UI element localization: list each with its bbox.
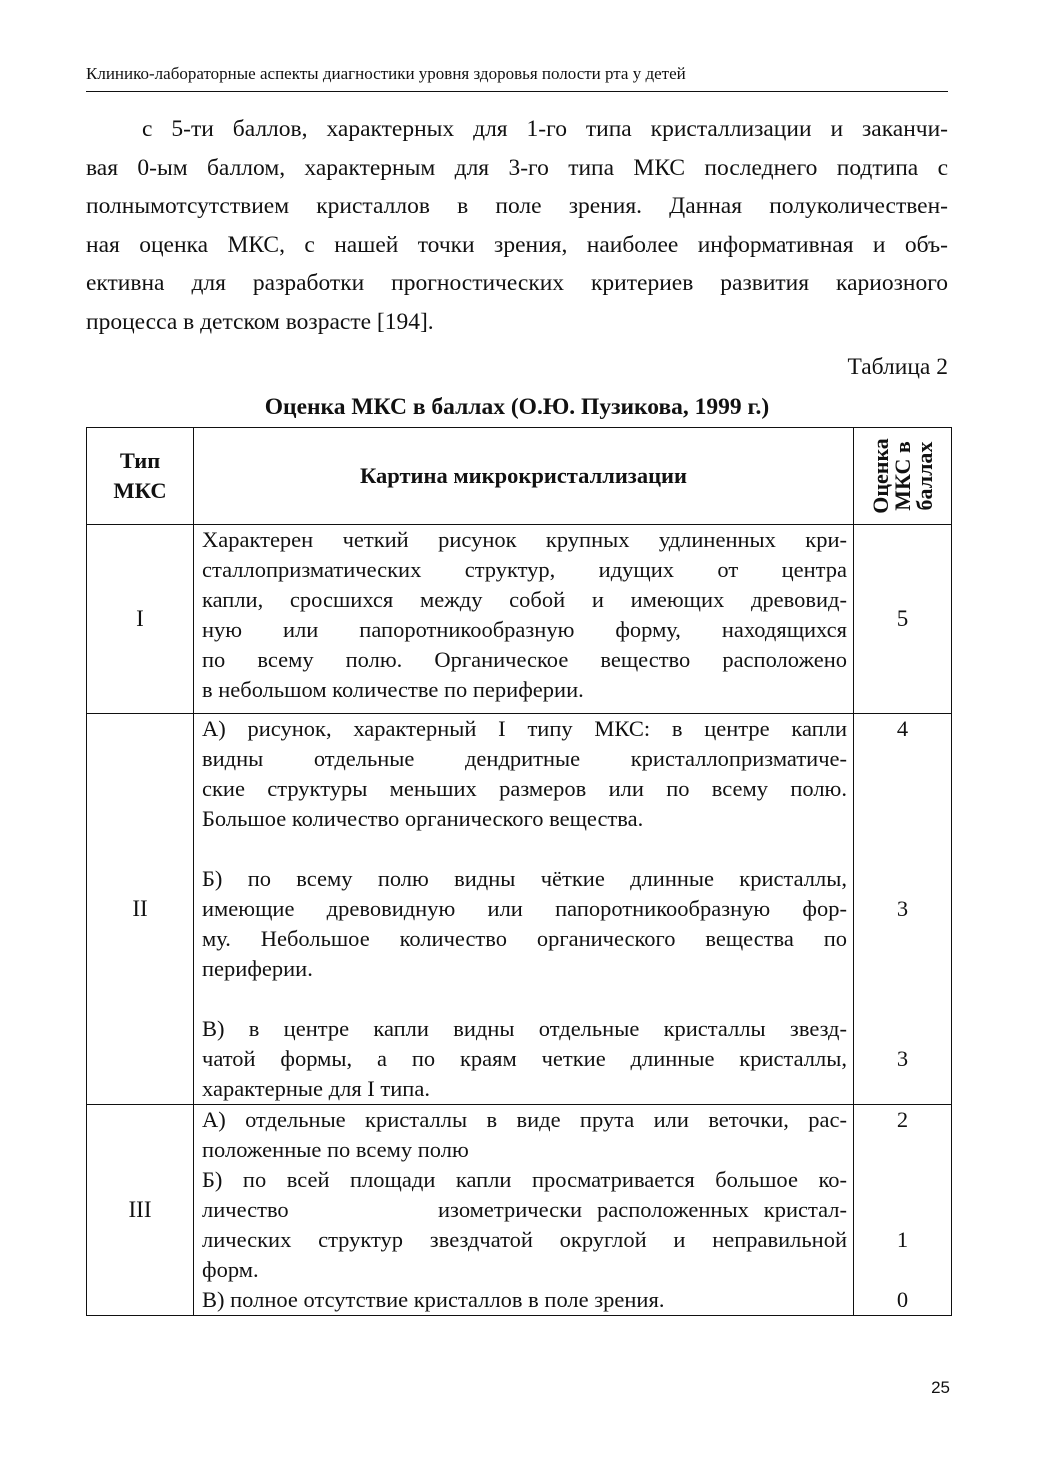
score-cell: 5: [854, 525, 952, 714]
table-row-type-1: [87, 525, 952, 714]
paragraph-line: ная оценка МКС, с нашей точки зрения, наиболее информативная и объ-: [86, 231, 948, 258]
paragraph-line: вая 0-ым баллом, характерным для 3-го типа МКС последнего подтипа с: [86, 154, 948, 181]
score-cell: [854, 1105, 952, 1316]
description-line: имеющие древовидную или папоротникообразную фор-: [202, 896, 847, 921]
score-value: 3: [896, 1046, 909, 1071]
paragraph-line: ективна для разработки прогностических критериев развития кариозного: [86, 270, 948, 296]
header-score: [854, 428, 952, 525]
description-line: форм.: [202, 1257, 259, 1282]
score-value: 2: [896, 1107, 909, 1132]
description-line: ские структуры меньших размеров или по всему полю.: [202, 776, 847, 801]
description-line: чатой формы, а по краям четкие длинные кристаллы,: [202, 1046, 847, 1071]
header-score-line: Оценка: [867, 438, 893, 514]
table-header-row: [87, 428, 952, 525]
description-cell: [194, 714, 854, 1105]
header-score-line: баллах: [911, 441, 937, 511]
score-value: 0: [896, 1287, 909, 1312]
description-line: ную или папоротникообразную форму, находящихся: [202, 617, 847, 642]
header-type-line: Тип: [119, 448, 161, 473]
header-type-mks: [87, 428, 194, 525]
type-cell: II: [87, 714, 194, 1105]
header-picture: Картина микрокристаллизации: [194, 428, 854, 525]
description-cell: [194, 1105, 854, 1316]
mks-score-table: [86, 427, 952, 1316]
description-line: лических структур звездчатой округлой и неправильной: [202, 1227, 847, 1252]
table-label: Таблица 2: [847, 354, 948, 380]
paragraph-line: полнымотсутствием кристаллов в поле зрения. Данная полуколичествен-: [86, 193, 948, 219]
description-line: А) отдельные кристаллы в виде прута или веточки, рас-: [202, 1107, 847, 1132]
description-line: Б) по всей площади капли просматривается большое ко-: [202, 1167, 847, 1192]
description-line: му. Небольшое количество органического вещества по: [202, 926, 847, 951]
type-cell: I: [87, 525, 194, 714]
description-line: периферии.: [202, 956, 313, 981]
running-header: Клинико-лабораторные аспекты диагностики уровня здоровья полости рта у детей: [86, 63, 948, 92]
description-line: В) в центре капли видны отдельные кристаллы звезд-: [202, 1016, 847, 1041]
description-line: характерные для I типа.: [202, 1076, 430, 1101]
type-cell: III: [87, 1105, 194, 1316]
description-line: положенные по всему полю: [202, 1137, 469, 1162]
paragraph-line: процесса в детском возрасте [194].: [86, 308, 434, 335]
score-value: 4: [896, 716, 909, 741]
description-line: А) рисунок, характерный I типу МКС: в центре капли: [202, 716, 847, 741]
body-paragraph: [86, 110, 948, 341]
table-row-type-2: [87, 714, 952, 1105]
paragraph-line: с 5-ти баллов, характерных для 1-го типа кристаллизации и заканчи-: [142, 116, 948, 142]
description-line: Б) по всему полю видны чёткие длинные кристаллы,: [202, 866, 847, 891]
description-line: в небольшом количестве по периферии.: [202, 677, 584, 702]
table-title: Оценка МКС в баллах (О.Ю. Пузикова, 1999 г.): [264, 394, 770, 420]
score-cell: [854, 714, 952, 1105]
score-value: 3: [896, 896, 909, 921]
description-line: Большое количество органического вещества.: [202, 806, 644, 831]
description-line: В) полное отсутствие кристаллов в поле зрения.: [202, 1287, 665, 1312]
description-cell: [194, 525, 854, 714]
description-line: личество изометрически расположенных кристал-: [202, 1197, 847, 1222]
description-line: по всему полю. Органическое вещество расположено: [202, 647, 847, 672]
description-line: сталлопризматических структур, идущих от центра: [202, 557, 847, 582]
table-row-type-3: [87, 1105, 952, 1316]
page-number: 25: [931, 1378, 950, 1397]
description-line: капли, сросшихся между собой и имеющих древовид-: [202, 587, 847, 612]
description-line: Характерен четкий рисунок крупных удлиненных кри-: [202, 527, 847, 552]
header-score-line: МКС в: [889, 441, 915, 511]
description-line: видны отдельные дендритные кристаллопризматиче-: [202, 746, 847, 771]
score-value: 1: [896, 1227, 909, 1252]
header-type-line: МКС: [113, 478, 167, 503]
